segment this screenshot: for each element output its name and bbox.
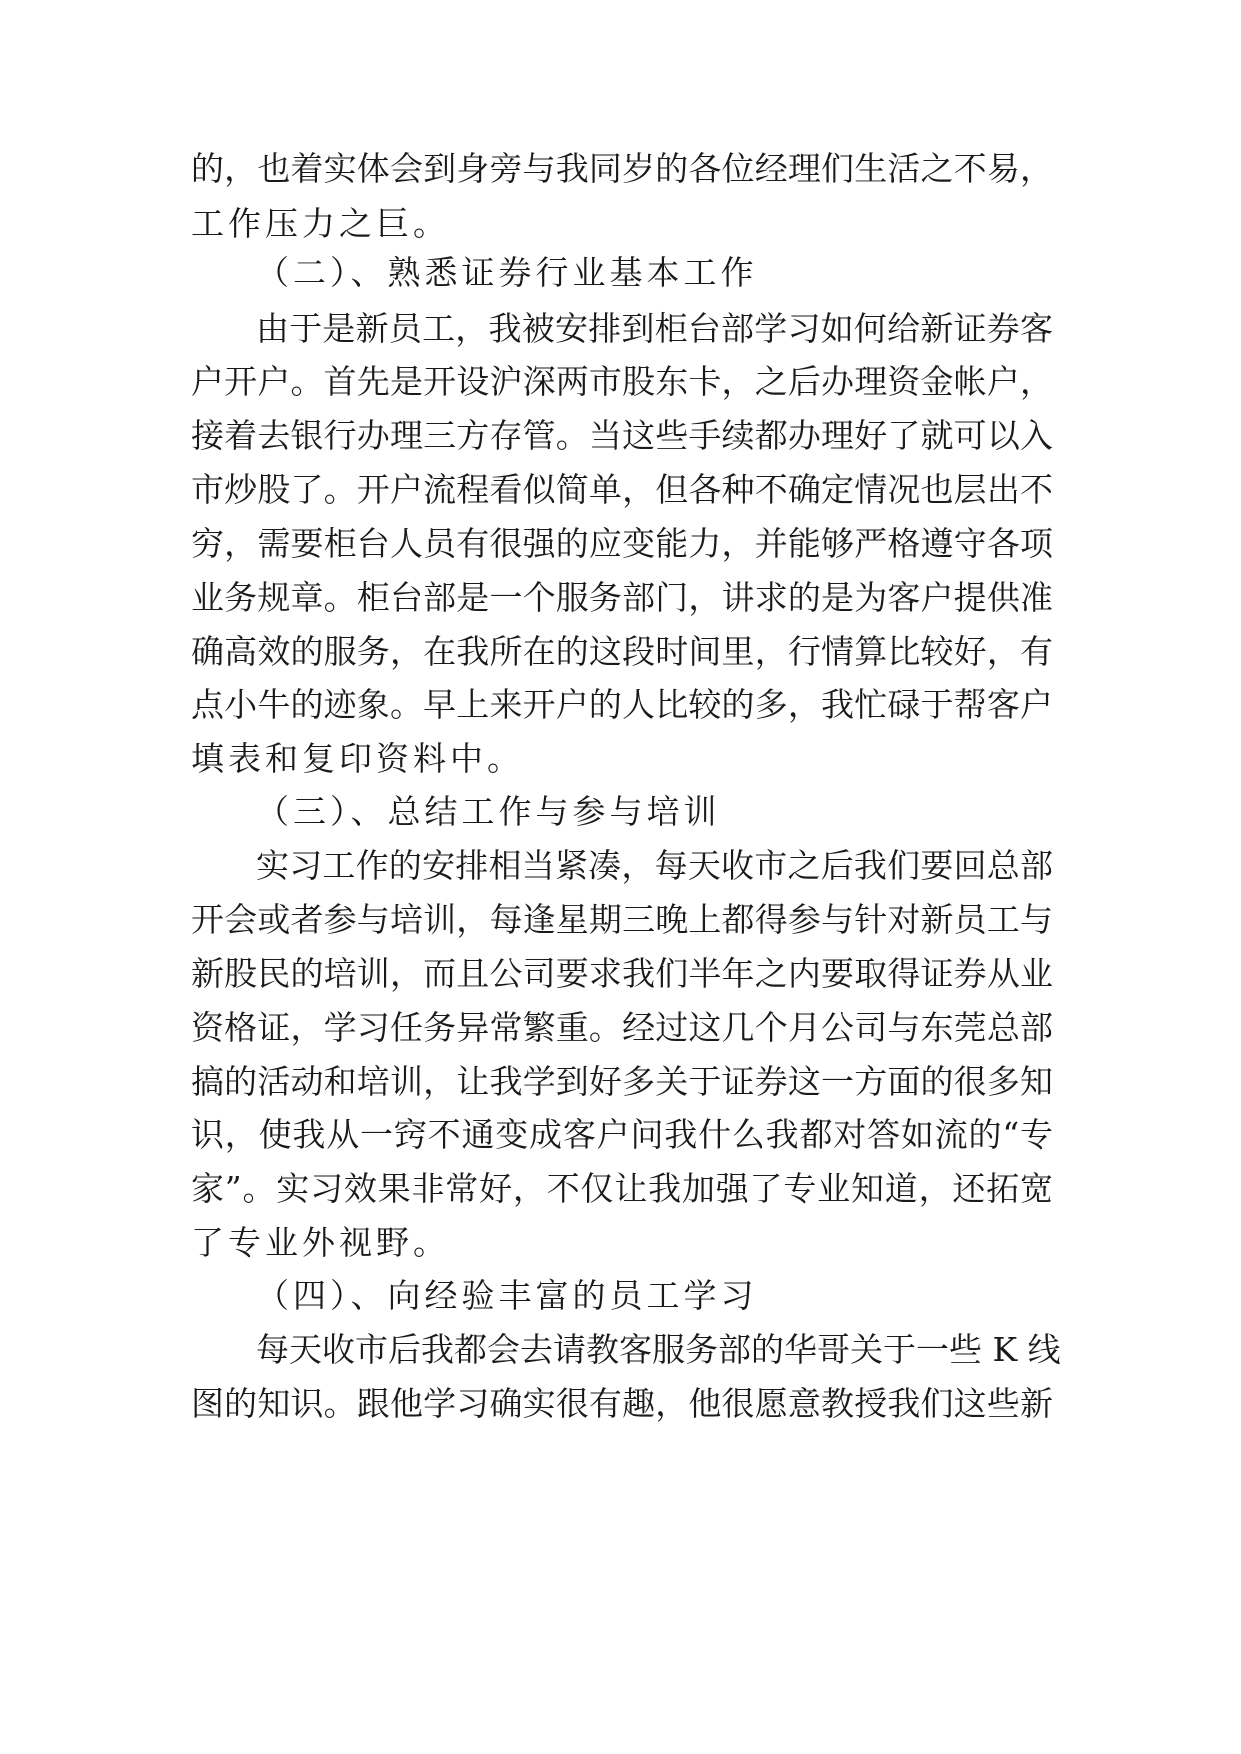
- paragraph-line: 点小牛的迹象。早上来开户的人比较的多，我忙碌于帮客户: [191, 685, 1053, 724]
- paragraph-line: 市炒股了。开户流程看似简单，但各种不确定情况也层出不: [191, 470, 1053, 509]
- paragraph-line: 由于是新员工，我被安排到柜台部学习如何给新证券客: [256, 309, 1053, 348]
- paragraph-line: 确高效的服务，在我所在的这段时间里，行情算比较好，有: [191, 632, 1053, 671]
- paragraph-line: 填表和复印资料中。: [191, 739, 524, 778]
- paragraph-line: 图的知识。跟他学习确实很有趣，他很愿意教授我们这些新: [191, 1384, 1053, 1423]
- paragraph-line: 了专业外视野。: [191, 1223, 450, 1262]
- paragraph-line: 穷，需要柜台人员有很强的应变能力，并能够严格遵守各项: [191, 524, 1053, 563]
- paragraph-line: 实习工作的安排相当紧凑，每天收市之后我们要回总部: [256, 846, 1053, 885]
- paragraph-line: 户开户。首先是开设沪深两市股东卡，之后办理资金帐户，: [191, 362, 1053, 401]
- paragraph-line: 搞的活动和培训，让我学到好多关于证券这一方面的很多知: [191, 1062, 1053, 1101]
- paragraph-line: 接着去银行办理三方存管。当这些手续都办理好了就可以入: [191, 416, 1053, 455]
- section-heading: （二）、熟悉证券行业基本工作: [256, 253, 758, 292]
- paragraph-line: 新股民的培训，而且公司要求我们半年之内要取得证券从业: [191, 954, 1053, 993]
- paragraph-line: 的，也着实体会到身旁与我同岁的各位经理们生活之不易，: [191, 149, 1053, 188]
- paragraph-line: 开会或者参与培训，每逢星期三晚上都得参与针对新员工与: [191, 900, 1053, 939]
- paragraph-line: 业务规章。柜台部是一个服务部门，讲求的是为客户提供准: [191, 578, 1053, 617]
- paragraph-line: 工作压力之巨。: [191, 204, 450, 243]
- section-heading: （四）、向经验丰富的员工学习: [256, 1276, 758, 1315]
- paragraph-line: 家”。实习效果非常好，不仅让我加强了专业知道，还拓宽: [191, 1169, 1053, 1208]
- paragraph-line: 识，使我从一窍不通变成客户问我什么我都对答如流的“专: [191, 1115, 1053, 1154]
- section-heading: （三）、总结工作与参与培训: [256, 792, 721, 831]
- paragraph-line: 资格证，学习任务异常繁重。经过这几个月公司与东莞总部: [191, 1008, 1053, 1047]
- paragraph-line: 每天收市后我都会去请教客服务部的华哥关于一些 K 线: [256, 1330, 1061, 1369]
